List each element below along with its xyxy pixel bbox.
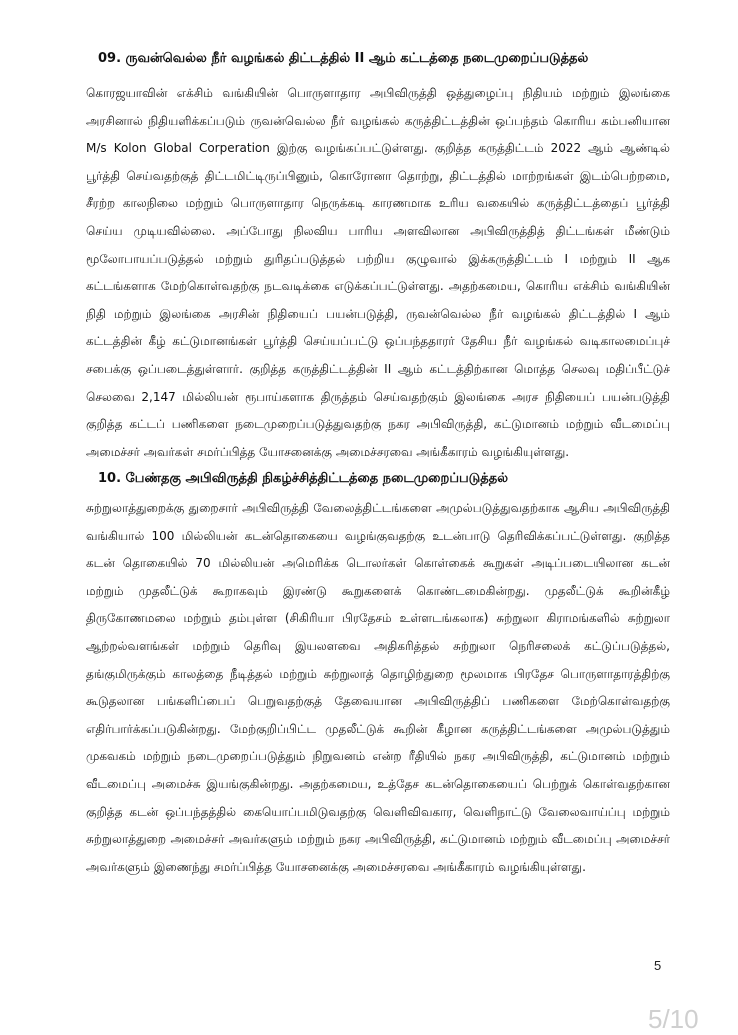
section-10-body: சுற்றுலாத்துறைக்கு துறைசார் அபிவிருத்தி வேலைத்திட்டங்களை அமுல்படுத்துவதற்காக ஆசிய அபிவிருத்தி வங்கியால் 100 மில்லியன் கடன்தொகையை வழங்குவதற்கு உடன்பாடு தெரிவிக்கப்பட்டுள்ளது. குறித்த கடன் தொகையில் 70 மில்லியன் அமெரிக்க டொலர்கள் கொள்கைக் கூறுகள் அடிப்படையிலான கடன் மற்றும் முதலீட்டுக் கூறாகவும் இரண்டு கூறுகளைக் கொண்டமைகின்றது. முதலீட்டுக் கூறின்கீழ் திருகோணமலை மற்றும் தம்புள்ள (சிகிரியா பிரதேசம் உள்ளடங்கலாக) சுற்றுலா கிராமங்களில் சுற்றுலா ஆற்றல்வளங்கள் மற்றும் தெரிவு இயலளவை அதிகரித்தல் சுற்றுலா நெரிசலைக் கட்டுப்படுத்தல், தங்குமிருக்கும் காலத்தை நீடித்தல் மற்றும் சுற்றுலாத் தொழிற்துறை மூலமாக பிரதேச பொருளாதாரத்திற்கு கூடுதலான பங்களிப்பைப் பெறுவதற்குத் தேவையான அபிவிருத்திப் பணிகளை மேற்கொள்வதற்கு எதிர்பார்க்கப்படுகின்றது. மேற்குறிப்பிட்ட முதலீட்டுக் கூறின் கீழான கருத்திட்டங்களை அமுல்படுத்தும் முகவகம் மற்றும் நடைமுறைப்படுத்தும் நிறுவனம் என்ற ரீதியில் நகர அபிவிருத்தி, கட்டுமானம் மற்றும் வீடமைப்பு அமைச்சு இயங்குகின்றது. அதற்கமைய, உத்தேச கடன்தொகையைப் பெற்றுக் கொள்வதற்கான குறித்த கடன் ஒப்பந்தத்தில் கையொப்பமிடுவதற்கு வெளிவிவகார, வெளிநாட்டு வேலைவாய்ப்பு மற்றும் சுற்றுலாத்துறை அமைச்சர் அவர்களும் மற்றும் நகர அபிவிருத்தி, கட்டுமானம் மற்றும் வீடமைப்பு அமைச்சர் அவர்களும் இணைந்து சமர்ப்பித்த யோசனைக்கு அமைச்சரவை அங்கீகாரம் வழங்கியுள்ளது.	[86, 501, 670, 874]
section-09-heading: 09. ருவன்வெல்ல நீர் வழங்கல் திட்டத்தில் II ஆம் கட்டத்தை நடைமுறைப்படுத்தல்	[98, 51, 589, 66]
section-09-body: கொரஜயாவின் எக்சிம் வங்கியின் பொருளாதார அபிவிருத்தி ஒத்துழைப்பு நிதியம் மற்றும் இலங்கை அரசினால் நிதியளிக்கப்படும் ருவன்வெல்ல நீர் வழங்கல் கருத்திட்டத்தின் ஒப்பந்தம் கொரிய கம்பனியான M/s Kolon Global Corperation இற்கு வழங்கப்பட்டுள்ளது. குறித்த கருத்திட்டம் 2022 ஆம் ஆண்டில் பூர்த்தி செய்வதற்குத் திட்டமிட்டிருப்பினும், கொரோனா தொற்று, திட்டத்தில் மாற்றங்கள் இடம்பெற்றமை, சீரற்ற காலநிலை மற்றும் பொருளாதார நெருக்கடி காரணமாக உரிய வகையில் கருத்திட்டத்தைப் பூர்த்தி செய்ய முடியவில்லை. அப்போது நிலவிய பாரிய அளவிலான அபிவிருத்தித் திட்டங்கள் மீண்டும் மூலோபாயப்படுத்தல் மற்றும் துரிதப்படுத்தல் பற்றிய குழுவால் இக்கருத்திட்டம் I மற்றும் II ஆக கட்டங்களாக மேற்கொள்வதற்கு நடவடிக்கை எடுக்கப்பட்டுள்ளது. அதற்கமைய, கொரிய எக்சிம் வங்கியின் நிதி மற்றும் இலங்கை அரசின் நிதியைப் பயன்படுத்தி, ருவன்வெல்ல நீர் வழங்கல் திட்டத்தில் I ஆம் கட்டத்தின் கீழ் கட்டுமானங்கள் பூர்த்தி செய்யப்பட்டு ஒப்பந்ததாரர் தேசிய நீர் வழங்கல் வடிகாலமைப்புச் சபைக்கு ஒப்படைத்துள்ளார். குறித்த கருத்திட்டத்தின் II ஆம் கட்டத்திற்கான மொத்த செலவு மதிப்பீட்டுச் செலவை 2,147 மில்லியன் ரூபாய்களாக திருத்தம் செய்வதற்கும் இலங்கை அரச நிதியைப் பயன்படுத்தி குறித்த கட்டப் பணிகளை நடைமுறைப்படுத்துவதற்கு நகர அபிவிருத்தி, கட்டுமானம் மற்றும் வீடமைப்பு அமைச்சர் அவர்கள் சமர்ப்பித்த யோசனைக்கு அமைச்சரவை அங்கீகாரம் வழங்கியுள்ளது.	[86, 86, 671, 459]
section-10-heading: 10. பேண்தகு அபிவிருத்தி நிகழ்ச்சித்திட்டத்தை நடைமுறைப்படுத்தல்	[98, 471, 509, 486]
page-counter: 5/10	[648, 1004, 699, 1034]
page-number: 5	[654, 958, 662, 973]
